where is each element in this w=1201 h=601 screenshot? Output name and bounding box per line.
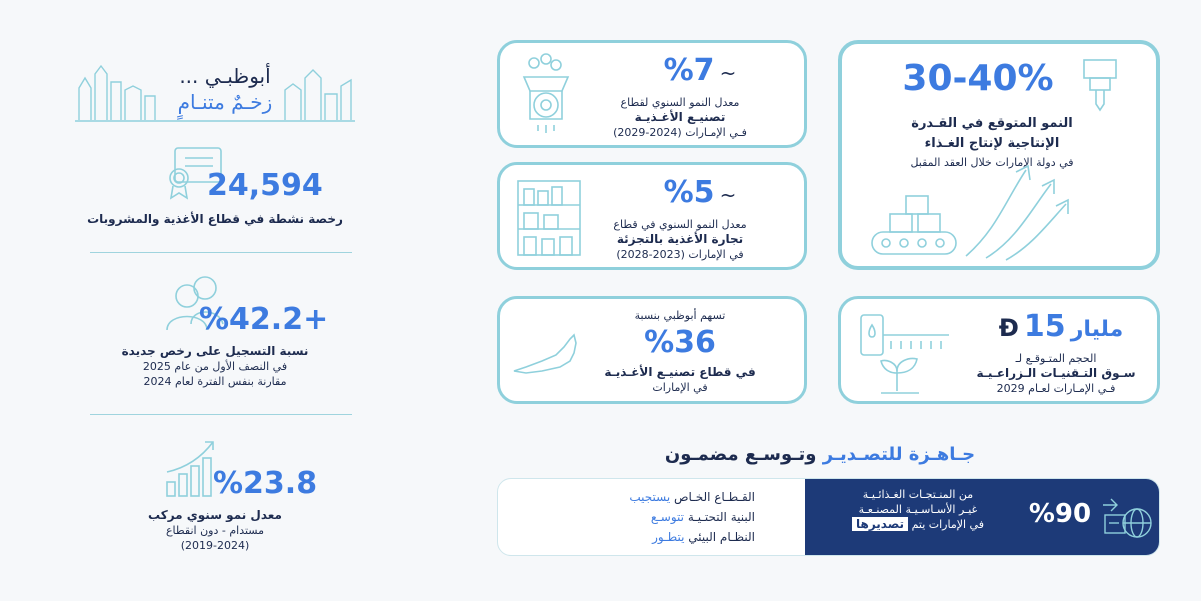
share-line2: في قطاع تصنيـع الأغـذيـة — [604, 365, 756, 379]
capacity-line1: النمو المتوقع في القـدرة — [911, 116, 1073, 131]
brand-title: أبوظبـي ... — [179, 64, 271, 88]
cagr-stat — [75, 432, 355, 572]
license-stat — [75, 140, 355, 240]
registration-value: %42.2+ — [199, 302, 329, 337]
export-banner — [497, 478, 1160, 556]
machine-nozzle-icon — [1080, 58, 1120, 118]
cagr-label-line3: (2019-2024) — [180, 539, 250, 552]
cagr-label-line2: مستدام - دون انقطاع — [165, 524, 265, 537]
export-point: البنية التحتـيـة تتوسـع — [650, 510, 755, 524]
agritech-line2: سـوق التـقنيـات الـزراعـيـة — [976, 366, 1136, 380]
agritech-line3: فـي الإمـارات لعـام 2029 — [996, 382, 1116, 395]
trade-line1: معدل النمو السنوي في قطاع — [613, 218, 747, 231]
export-badge: تصديرها — [852, 517, 908, 531]
share-line3: في الإمارات — [652, 381, 708, 394]
agritech-market-card — [838, 296, 1160, 404]
trade-value: %5 — [663, 175, 715, 210]
share-line1: تسهم أبوظبي بنسبة — [634, 309, 726, 322]
uae-map-icon — [512, 333, 580, 375]
export-globe-icon — [1101, 493, 1153, 543]
manufacturing-line1: معدل النمو السنوي لقطاع — [620, 96, 740, 109]
brand-subtitle: زخـمٌ متنـامٍ — [177, 90, 273, 114]
growth-arrows-icon — [856, 160, 1076, 266]
agritech-unit: مليار — [1070, 317, 1124, 342]
divider — [90, 414, 352, 415]
share-value: %36 — [644, 325, 716, 360]
registration-label-bold: نسبة التسجيل على رخص جديدة — [121, 344, 309, 358]
license-value: 24,594 — [207, 168, 323, 203]
cagr-value: %23.8 — [213, 466, 318, 501]
trade-tilde: ~ — [719, 183, 737, 207]
export-points — [498, 479, 805, 556]
manufacturing-growth-card — [497, 40, 807, 148]
capacity-line3: في دولة الإمارات خلال العقد المقبل — [910, 156, 1074, 169]
registration-label-line2: في النصف الأول من عام 2025 — [142, 360, 288, 373]
registration-stat — [75, 268, 355, 408]
capacity-line2: الإنتاجية لإنتاج الغـذاء — [924, 136, 1060, 151]
cagr-label-bold: معدل نمو سنوي مركب — [148, 508, 282, 522]
export-heading-part1: جـاهـزة للتصـديـر — [822, 444, 976, 465]
manufacturing-line3: فـي الإمـارات (2024-2029) — [613, 126, 747, 139]
manufacturing-line2: تصنيـع الأغـذيـة — [634, 110, 726, 124]
export-stat-box — [805, 479, 1160, 556]
export-value: %90 — [1028, 499, 1092, 529]
export-point: النظـام البيئي يتطـور — [652, 530, 755, 544]
abu-dhabi-share-card — [497, 296, 807, 404]
food-processing-icon — [520, 53, 572, 137]
export-heading — [560, 444, 1080, 465]
divider — [90, 252, 352, 253]
export-line1: من المنـتجـات الغـذائـيـة — [862, 488, 974, 501]
export-point: القـطـاع الخـاص يستجيب — [629, 490, 755, 504]
shelf-icon — [516, 179, 582, 257]
capacity-growth-card — [838, 40, 1160, 270]
retail-trade-card — [497, 162, 807, 270]
trade-line2: تجارة الأغذية بالتجزئة — [616, 232, 744, 246]
registration-label-line3: مقارنة بنفس الفترة لعام 2024 — [143, 375, 287, 388]
export-line2: غيـر الأسـاسـيـة المصنـعـة — [858, 503, 978, 516]
agritech-currency: Đ — [998, 314, 1019, 342]
trade-line3: في الإمارات (2023-2028) — [616, 248, 744, 261]
agritech-value: 15 — [1023, 309, 1066, 344]
export-heading-part2: وتـوسـع مضمـون — [664, 444, 817, 465]
license-label: رخصة نشطة في قطاع الأغذية والمشروبات — [87, 212, 343, 226]
manufacturing-value: %7 — [663, 53, 715, 88]
export-line3: في الإمارات يتم — [911, 518, 984, 531]
agritech-line1: الحجم المتـوقـع لـ — [1015, 352, 1097, 365]
manufacturing-tilde: ~ — [719, 61, 737, 85]
smart-farming-icon — [857, 309, 953, 395]
capacity-value: 30-40% — [902, 58, 1054, 99]
